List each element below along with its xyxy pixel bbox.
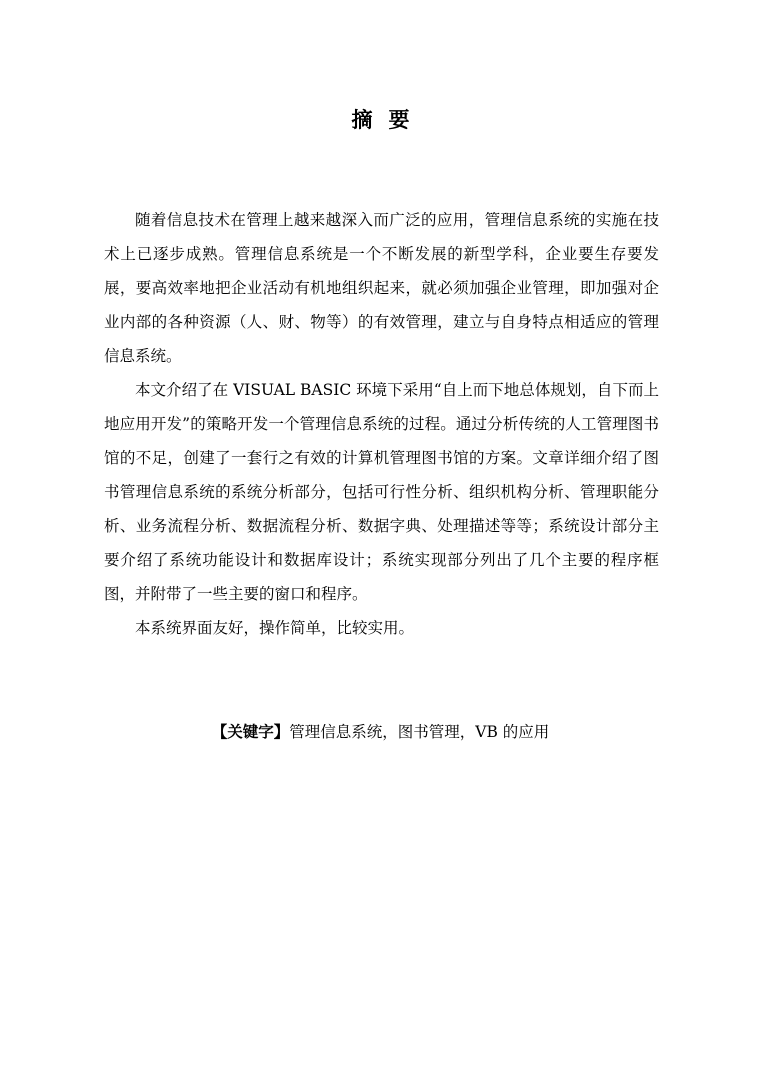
keywords-line	[0, 718, 761, 746]
abstract-paragraph-1: 随着信息技术在管理上越来越深入而广泛的应用，管理信息系统的实施在技术上已逐步成熟。管理信息系统是一个不断发展的新型学科，企业要生存要发展，要高效率地把企业活动有机地组织起来，就必须加强企业管理，即加强对企业内部的各种资源（人、财、物等）的有效管理，建立与自身特点相适应的管理信息系统。	[104, 211, 659, 365]
abstract-paragraph-3: 本系统界面友好，操作简单，比较实用。	[135, 619, 415, 637]
keywords-value: 管理信息系统，图书管理，VB 的应用	[289, 723, 550, 741]
abstract-paragraph-2: 本文介绍了在 VISUAL BASIC 环境下采用“自上而下地总体规划，自下而上地应用开发”的策略开发一个管理信息系统的过程。通过分析传统的人工管理图书馆的不足，创建了一套行之有效的计算机管理图书馆的方案。文章详细介绍了图书管理信息系统的系统分析部分，包括可行性分析、组织机构分析、管理职能分析、业务流程分析、数据流程分析、数据字典、处理描述等等；系统设计部分主要介绍了系统功能设计和数据库设计；系统实现部分列出了几个主要的程序框图，并附带了一些主要的窗口和程序。	[104, 381, 659, 603]
abstract-body	[104, 203, 659, 645]
keywords-label: 【关键字】	[211, 723, 290, 741]
page-title: 摘要	[351, 108, 426, 132]
